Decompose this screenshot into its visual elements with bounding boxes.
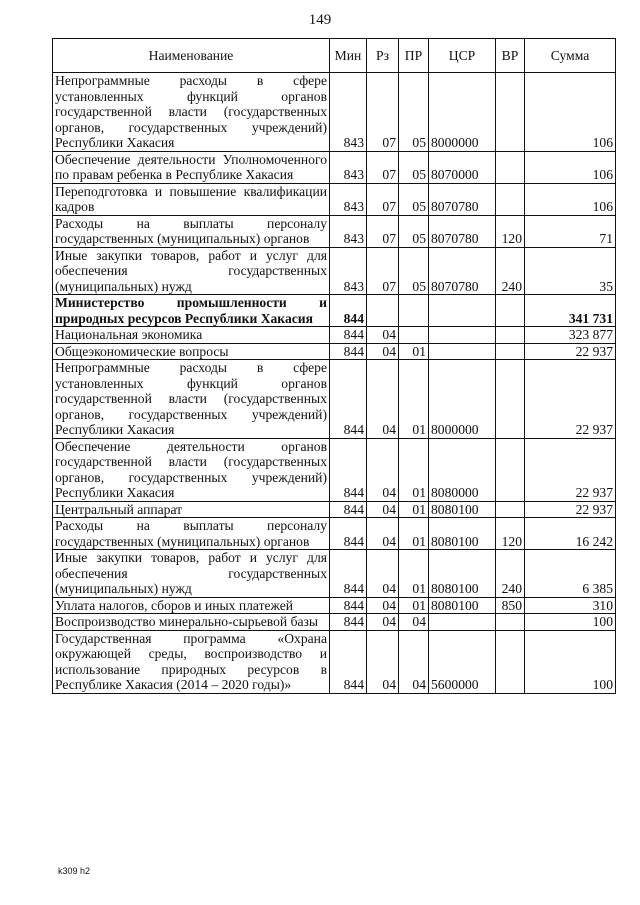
row-name: Национальная экономика (53, 327, 330, 344)
row-pr: 05 (399, 215, 429, 247)
row-pr: 01 (399, 438, 429, 501)
row-name: Расходы на выплаты персоналу государственных (муниципальных) органов (53, 518, 330, 550)
row-csr: 8080100 (429, 597, 496, 614)
row-rz: 07 (367, 215, 399, 247)
row-min: 843 (330, 73, 367, 152)
row-rz: 07 (367, 151, 399, 183)
row-sum: 6 385 (525, 550, 616, 598)
row-sum: 323 877 (525, 327, 616, 344)
table-row (53, 327, 616, 344)
row-pr (399, 295, 429, 327)
row-name: Иные закупки товаров, работ и услуг для обеспечения государственных (муниципальных) нужд (53, 247, 330, 295)
row-pr: 05 (399, 73, 429, 152)
row-vr: 120 (496, 518, 525, 550)
table-row (53, 183, 616, 215)
row-rz: 04 (367, 630, 399, 693)
row-rz: 04 (367, 518, 399, 550)
row-rz: 04 (367, 343, 399, 360)
row-min: 843 (330, 215, 367, 247)
row-name: Непрограммные расходы в сфере установленных функций органов государственной власти (государственных органов, государственных учреждений) Республики Хакасия (53, 360, 330, 439)
row-vr: 240 (496, 247, 525, 295)
row-sum: 22 937 (525, 360, 616, 439)
row-sum: 16 242 (525, 518, 616, 550)
row-sum: 100 (525, 630, 616, 693)
row-vr (496, 295, 525, 327)
row-vr (496, 343, 525, 360)
row-pr: 01 (399, 518, 429, 550)
row-vr (496, 501, 525, 518)
row-csr: 8080100 (429, 501, 496, 518)
row-sum: 22 937 (525, 501, 616, 518)
row-pr: 01 (399, 343, 429, 360)
row-vr (496, 438, 525, 501)
row-rz: 07 (367, 183, 399, 215)
row-min: 843 (330, 151, 367, 183)
row-pr: 04 (399, 614, 429, 631)
table-row (53, 215, 616, 247)
row-csr: 8070780 (429, 215, 496, 247)
row-sum: 22 937 (525, 438, 616, 501)
table-header-row (53, 39, 616, 73)
row-name: Переподготовка и повышение квалификации кадров (53, 183, 330, 215)
row-csr: 8070000 (429, 151, 496, 183)
table-row (53, 360, 616, 439)
row-pr (399, 327, 429, 344)
table-row (53, 343, 616, 360)
row-name: Иные закупки товаров, работ и услуг для обеспечения государственных (муниципальных) нужд (53, 550, 330, 598)
row-min: 843 (330, 247, 367, 295)
row-pr: 01 (399, 501, 429, 518)
row-sum: 71 (525, 215, 616, 247)
row-vr (496, 183, 525, 215)
row-csr: 8080100 (429, 518, 496, 550)
row-csr (429, 614, 496, 631)
row-min: 844 (330, 360, 367, 439)
row-rz: 04 (367, 614, 399, 631)
table-row (53, 151, 616, 183)
row-min: 843 (330, 183, 367, 215)
header-vr: ВР (496, 39, 525, 73)
row-csr: 8070780 (429, 183, 496, 215)
header-min: Мин (330, 39, 367, 73)
row-pr: 05 (399, 247, 429, 295)
row-csr (429, 327, 496, 344)
row-name: Общеэкономические вопросы (53, 343, 330, 360)
row-min: 844 (330, 630, 367, 693)
row-sum: 341 731 (525, 295, 616, 327)
row-sum: 100 (525, 614, 616, 631)
row-vr (496, 151, 525, 183)
row-csr (429, 295, 496, 327)
row-min: 844 (330, 614, 367, 631)
row-csr: 8080000 (429, 438, 496, 501)
row-rz: 04 (367, 360, 399, 439)
row-name: Обеспечение деятельности органов государственной власти (государственных органов, государственных учреждений) Республики Хакасия (53, 438, 330, 501)
row-min: 844 (330, 327, 367, 344)
row-rz: 07 (367, 247, 399, 295)
row-rz: 04 (367, 327, 399, 344)
row-min: 844 (330, 518, 367, 550)
row-pr: 01 (399, 550, 429, 598)
table-row-ministry (53, 295, 616, 327)
budget-table (52, 38, 616, 694)
header-name: Наименование (53, 39, 330, 73)
row-name: Воспроизводство минерально-сырьевой базы (53, 614, 330, 631)
row-name: Непрограммные расходы в сфере установленных функций органов государственной власти (государственных органов, государственных учреждений) Республики Хакасия (53, 73, 330, 152)
header-sum: Сумма (525, 39, 616, 73)
row-name: Министерство промышленности и природных ресурсов Республики Хакасия (53, 295, 330, 327)
row-name: Расходы на выплаты персоналу государственных (муниципальных) органов (53, 215, 330, 247)
table-row (53, 550, 616, 598)
row-rz (367, 295, 399, 327)
row-min: 844 (330, 597, 367, 614)
footer-code: k309 h2 (58, 866, 91, 876)
row-min: 844 (330, 550, 367, 598)
row-rz: 04 (367, 501, 399, 518)
table-row (53, 518, 616, 550)
row-sum: 106 (525, 183, 616, 215)
row-rz: 07 (367, 73, 399, 152)
row-vr (496, 73, 525, 152)
row-min: 844 (330, 295, 367, 327)
row-vr (496, 614, 525, 631)
row-name: Центральный аппарат (53, 501, 330, 518)
row-rz: 04 (367, 550, 399, 598)
row-rz: 04 (367, 597, 399, 614)
row-pr: 04 (399, 630, 429, 693)
row-sum: 106 (525, 151, 616, 183)
table-row (53, 501, 616, 518)
row-sum: 106 (525, 73, 616, 152)
row-min: 844 (330, 501, 367, 518)
header-pr: ПР (399, 39, 429, 73)
row-vr: 850 (496, 597, 525, 614)
row-csr: 8000000 (429, 360, 496, 439)
row-vr (496, 630, 525, 693)
row-csr: 8080100 (429, 550, 496, 598)
row-pr: 05 (399, 183, 429, 215)
table-row (53, 614, 616, 631)
row-min: 844 (330, 343, 367, 360)
header-csr: ЦСР (429, 39, 496, 73)
row-pr: 05 (399, 151, 429, 183)
row-min: 844 (330, 438, 367, 501)
row-pr: 01 (399, 360, 429, 439)
table-row (53, 247, 616, 295)
row-name: Обеспечение деятельности Уполномоченного по правам ребенка в Республике Хакасия (53, 151, 330, 183)
table-row (53, 438, 616, 501)
page-number: 149 (308, 12, 332, 28)
row-sum: 22 937 (525, 343, 616, 360)
table-row (53, 597, 616, 614)
row-csr (429, 343, 496, 360)
row-name: Уплата налогов, сборов и иных платежей (53, 597, 330, 614)
table-row (53, 630, 616, 693)
row-vr (496, 360, 525, 439)
row-csr: 5600000 (429, 630, 496, 693)
row-rz: 04 (367, 438, 399, 501)
row-csr: 8000000 (429, 73, 496, 152)
row-sum: 310 (525, 597, 616, 614)
row-pr: 01 (399, 597, 429, 614)
header-rz: Рз (367, 39, 399, 73)
table-row (53, 73, 616, 152)
row-sum: 35 (525, 247, 616, 295)
row-vr: 120 (496, 215, 525, 247)
row-csr: 8070780 (429, 247, 496, 295)
row-vr: 240 (496, 550, 525, 598)
row-vr (496, 327, 525, 344)
row-name: Государственная программа «Охрана окружающей среды, воспроизводство и использование природных ресурсов в Республике Хакасия (2014 – 2020 годы)» (53, 630, 330, 693)
